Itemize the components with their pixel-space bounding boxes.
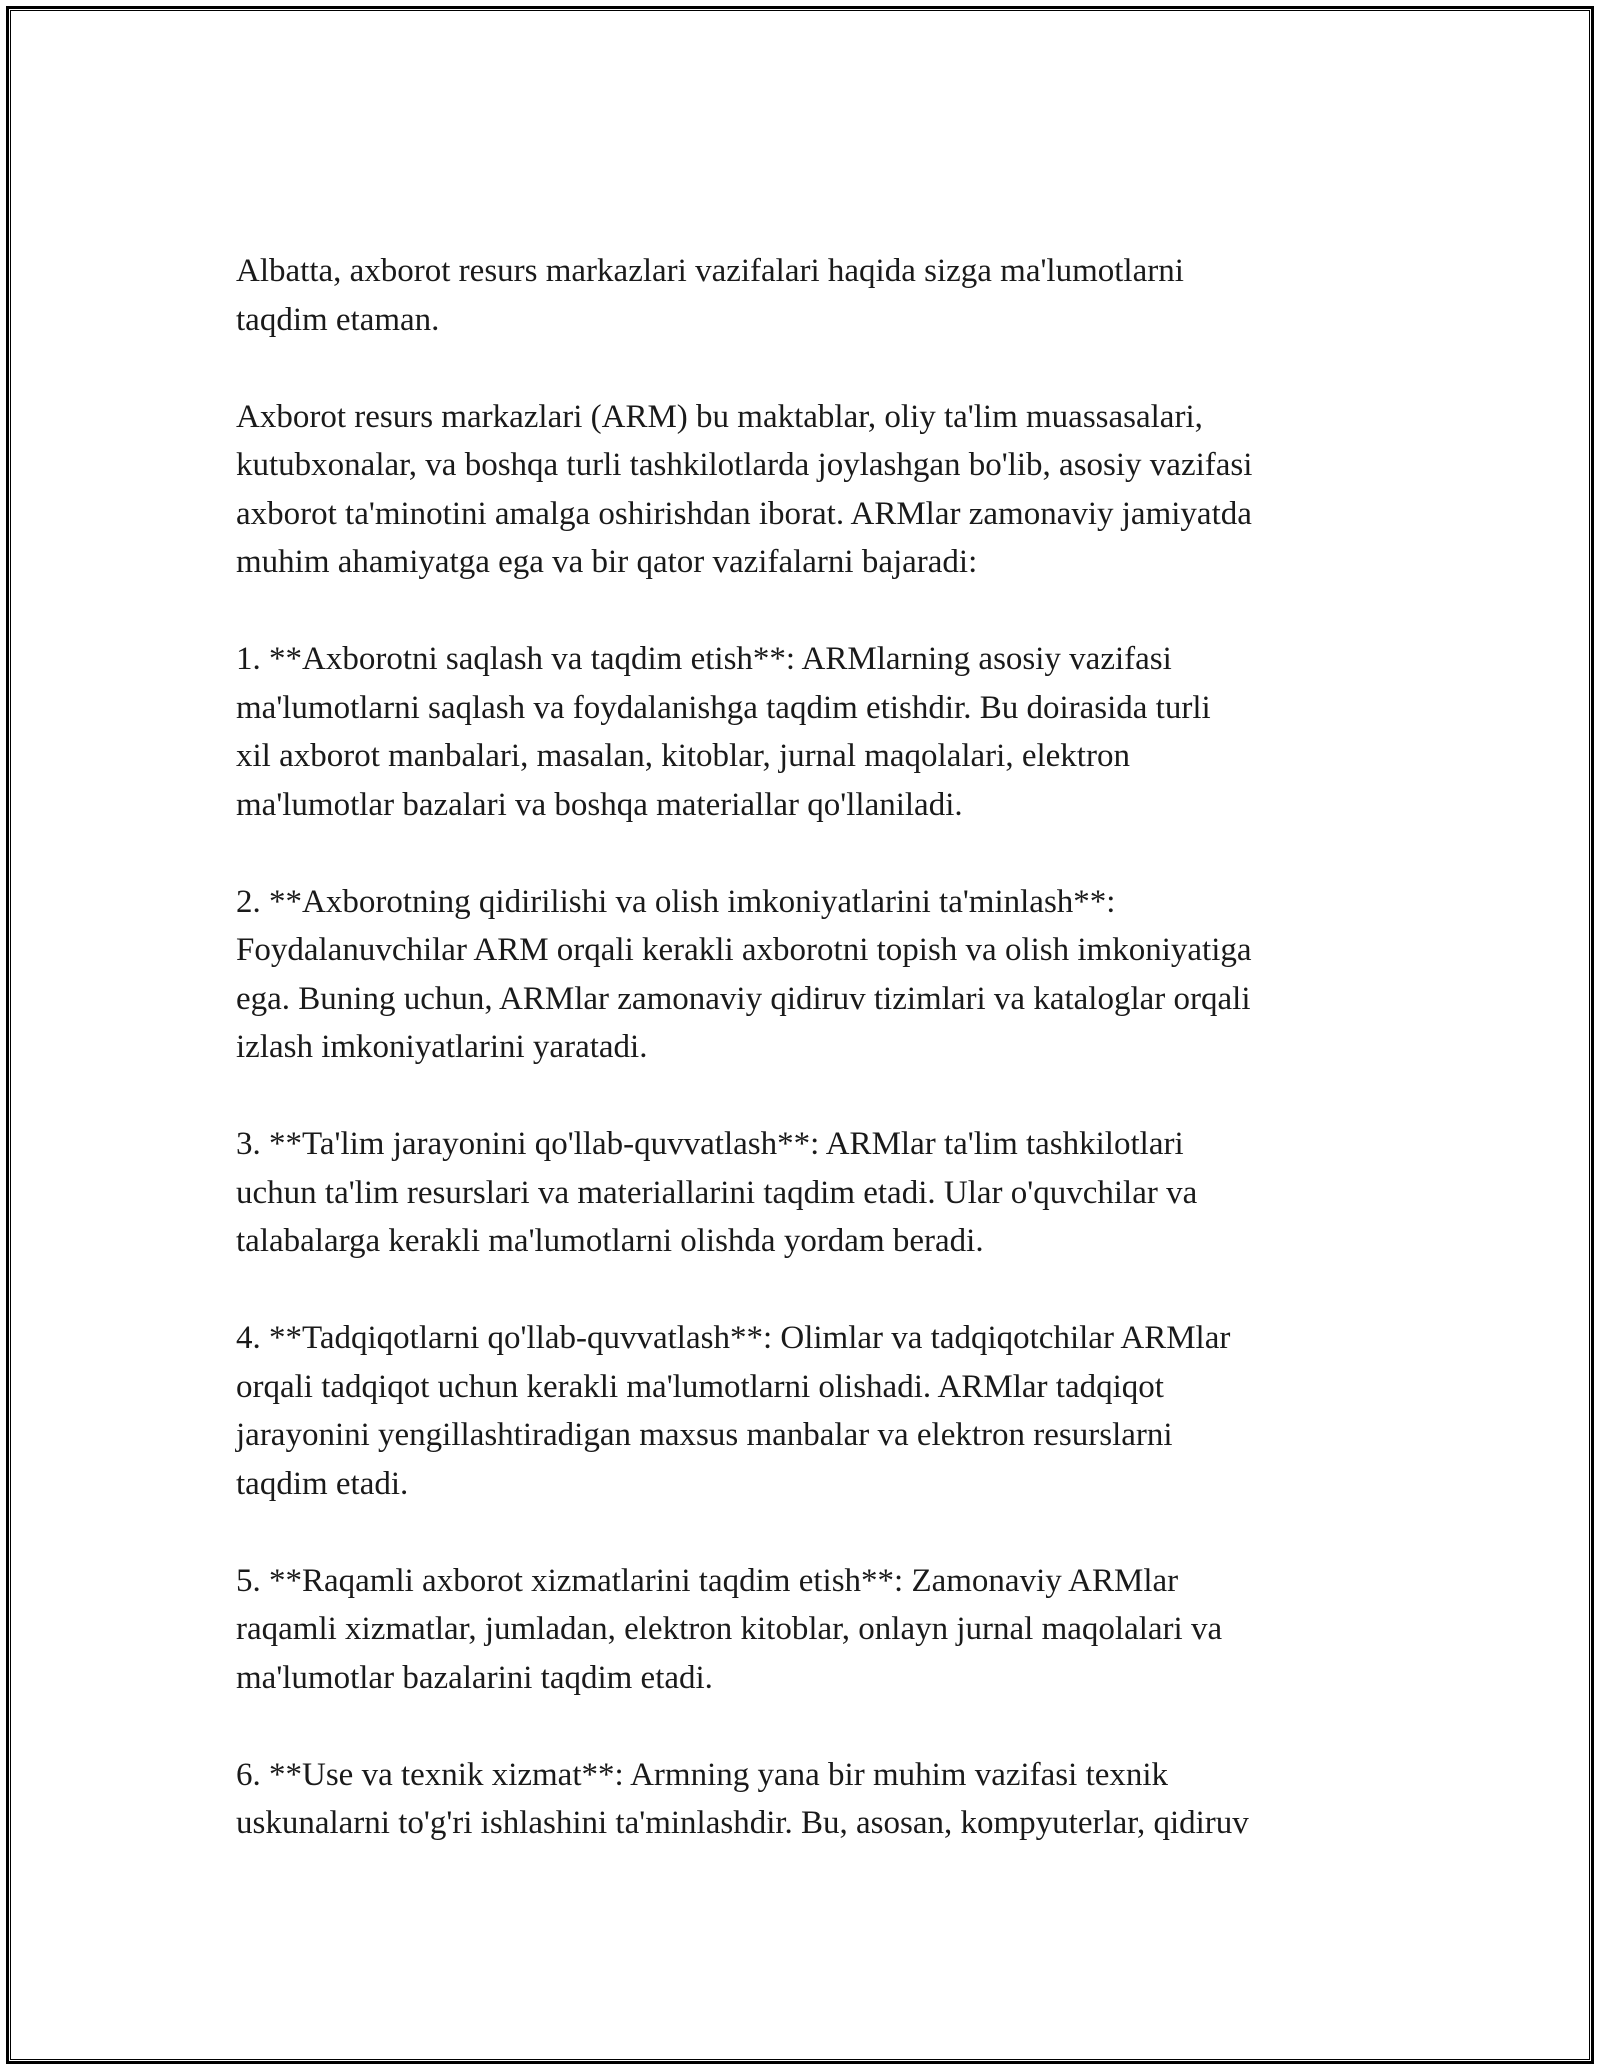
text-line: 1. **Axborotni saqlash va taqdim etish**: ARMlarning asosiy vazifasi xyxy=(236,641,1172,677)
paragraph-overview xyxy=(236,393,1376,587)
text-line: ma'lumotlarni saqlash va foydalanishga taqdim etishdir. Bu doirasida turli xyxy=(236,689,1211,726)
text-line: kutubxonalar, va boshqa turli tashkilotlarda joylashgan bo'lib, asosiy vazifasi xyxy=(236,447,1253,483)
list-item-6 xyxy=(236,1751,1376,1848)
text-line: uskunalarni to'g'ri ishlashini ta'minlashdir. Bu, asosan, kompyuterlar, qidiruv xyxy=(236,1805,1249,1841)
text-line: talabalarga kerakli ma'lumotlarni olishda yordam beradi. xyxy=(236,1223,984,1259)
text-line: taqdim etadi. xyxy=(236,1465,409,1502)
text-line: 4. **Tadqiqotlarni qo'llab-quvvatlash**: Olimlar va tadqiqotchilar ARMlar xyxy=(236,1320,1231,1356)
text-line: ega. Buning uchun, ARMlar zamonaviy qidiruv tizimlari va kataloglar orqali xyxy=(236,980,1251,1017)
text-line: Axborot resurs markazlari (ARM) bu maktablar, oliy ta'lim muassasalari, xyxy=(236,398,1203,435)
text-line: 6. **Use va texnik xizmat**: Armning yana bir muhim vazifasi texnik xyxy=(236,1756,1169,1793)
text-line: axborot ta'minotini amalga oshirishdan iborat. ARMlar zamonaviy jamiyatda xyxy=(236,495,1252,532)
text-line: izlash imkoniyatlarini yaratadi. xyxy=(236,1029,648,1065)
document-body xyxy=(236,247,1376,1896)
list-item-4 xyxy=(236,1314,1376,1508)
text-line: Foydalanuvchilar ARM orqali kerakli axborotni topish va olish imkoniyatiga xyxy=(236,932,1252,968)
text-line: Albatta, axborot resurs markazlari vazifalari haqida sizga ma'lumotlarni xyxy=(236,253,1184,289)
text-line: uchun ta'lim resurslari va materiallarini taqdim etadi. Ular o'quvchilar va xyxy=(236,1174,1198,1211)
text-line: 2. **Axborotning qidirilishi va olish imkoniyatlarini ta'minlash**: xyxy=(236,883,1116,920)
text-line: jarayonini yengillashtiradigan maxsus manbalar va elektron resurslarni xyxy=(236,1417,1173,1453)
paragraph-intro xyxy=(236,247,1376,344)
list-item-2 xyxy=(236,878,1376,1072)
list-item-5 xyxy=(236,1557,1376,1703)
list-item-1 xyxy=(236,635,1376,829)
text-line: orqali tadqiqot uchun kerakli ma'lumotlarni olishadi. ARMlar tadqiqot xyxy=(236,1368,1164,1405)
text-line: 3. **Ta'lim jarayonini qo'llab-quvvatlash**: ARMlar ta'lim tashkilotlari xyxy=(236,1126,1184,1162)
text-line: ma'lumotlar bazalari va boshqa materiallar qo'llaniladi. xyxy=(236,786,963,823)
text-line: raqamli xizmatlar, jumladan, elektron kitoblar, onlayn jurnal maqolalari va xyxy=(236,1611,1223,1647)
text-line: taqdim etaman. xyxy=(236,301,440,338)
text-line: muhim ahamiyatga ega va bir qator vazifalarni bajaradi: xyxy=(236,544,978,580)
list-item-3 xyxy=(236,1120,1376,1266)
text-line: 5. **Raqamli axborot xizmatlarini taqdim etish**: Zamonaviy ARMlar xyxy=(236,1562,1179,1599)
text-line: xil axborot manbalari, masalan, kitoblar, jurnal maqolalari, elektron xyxy=(236,738,1130,774)
text-line: ma'lumotlar bazalarini taqdim etadi. xyxy=(236,1659,713,1696)
